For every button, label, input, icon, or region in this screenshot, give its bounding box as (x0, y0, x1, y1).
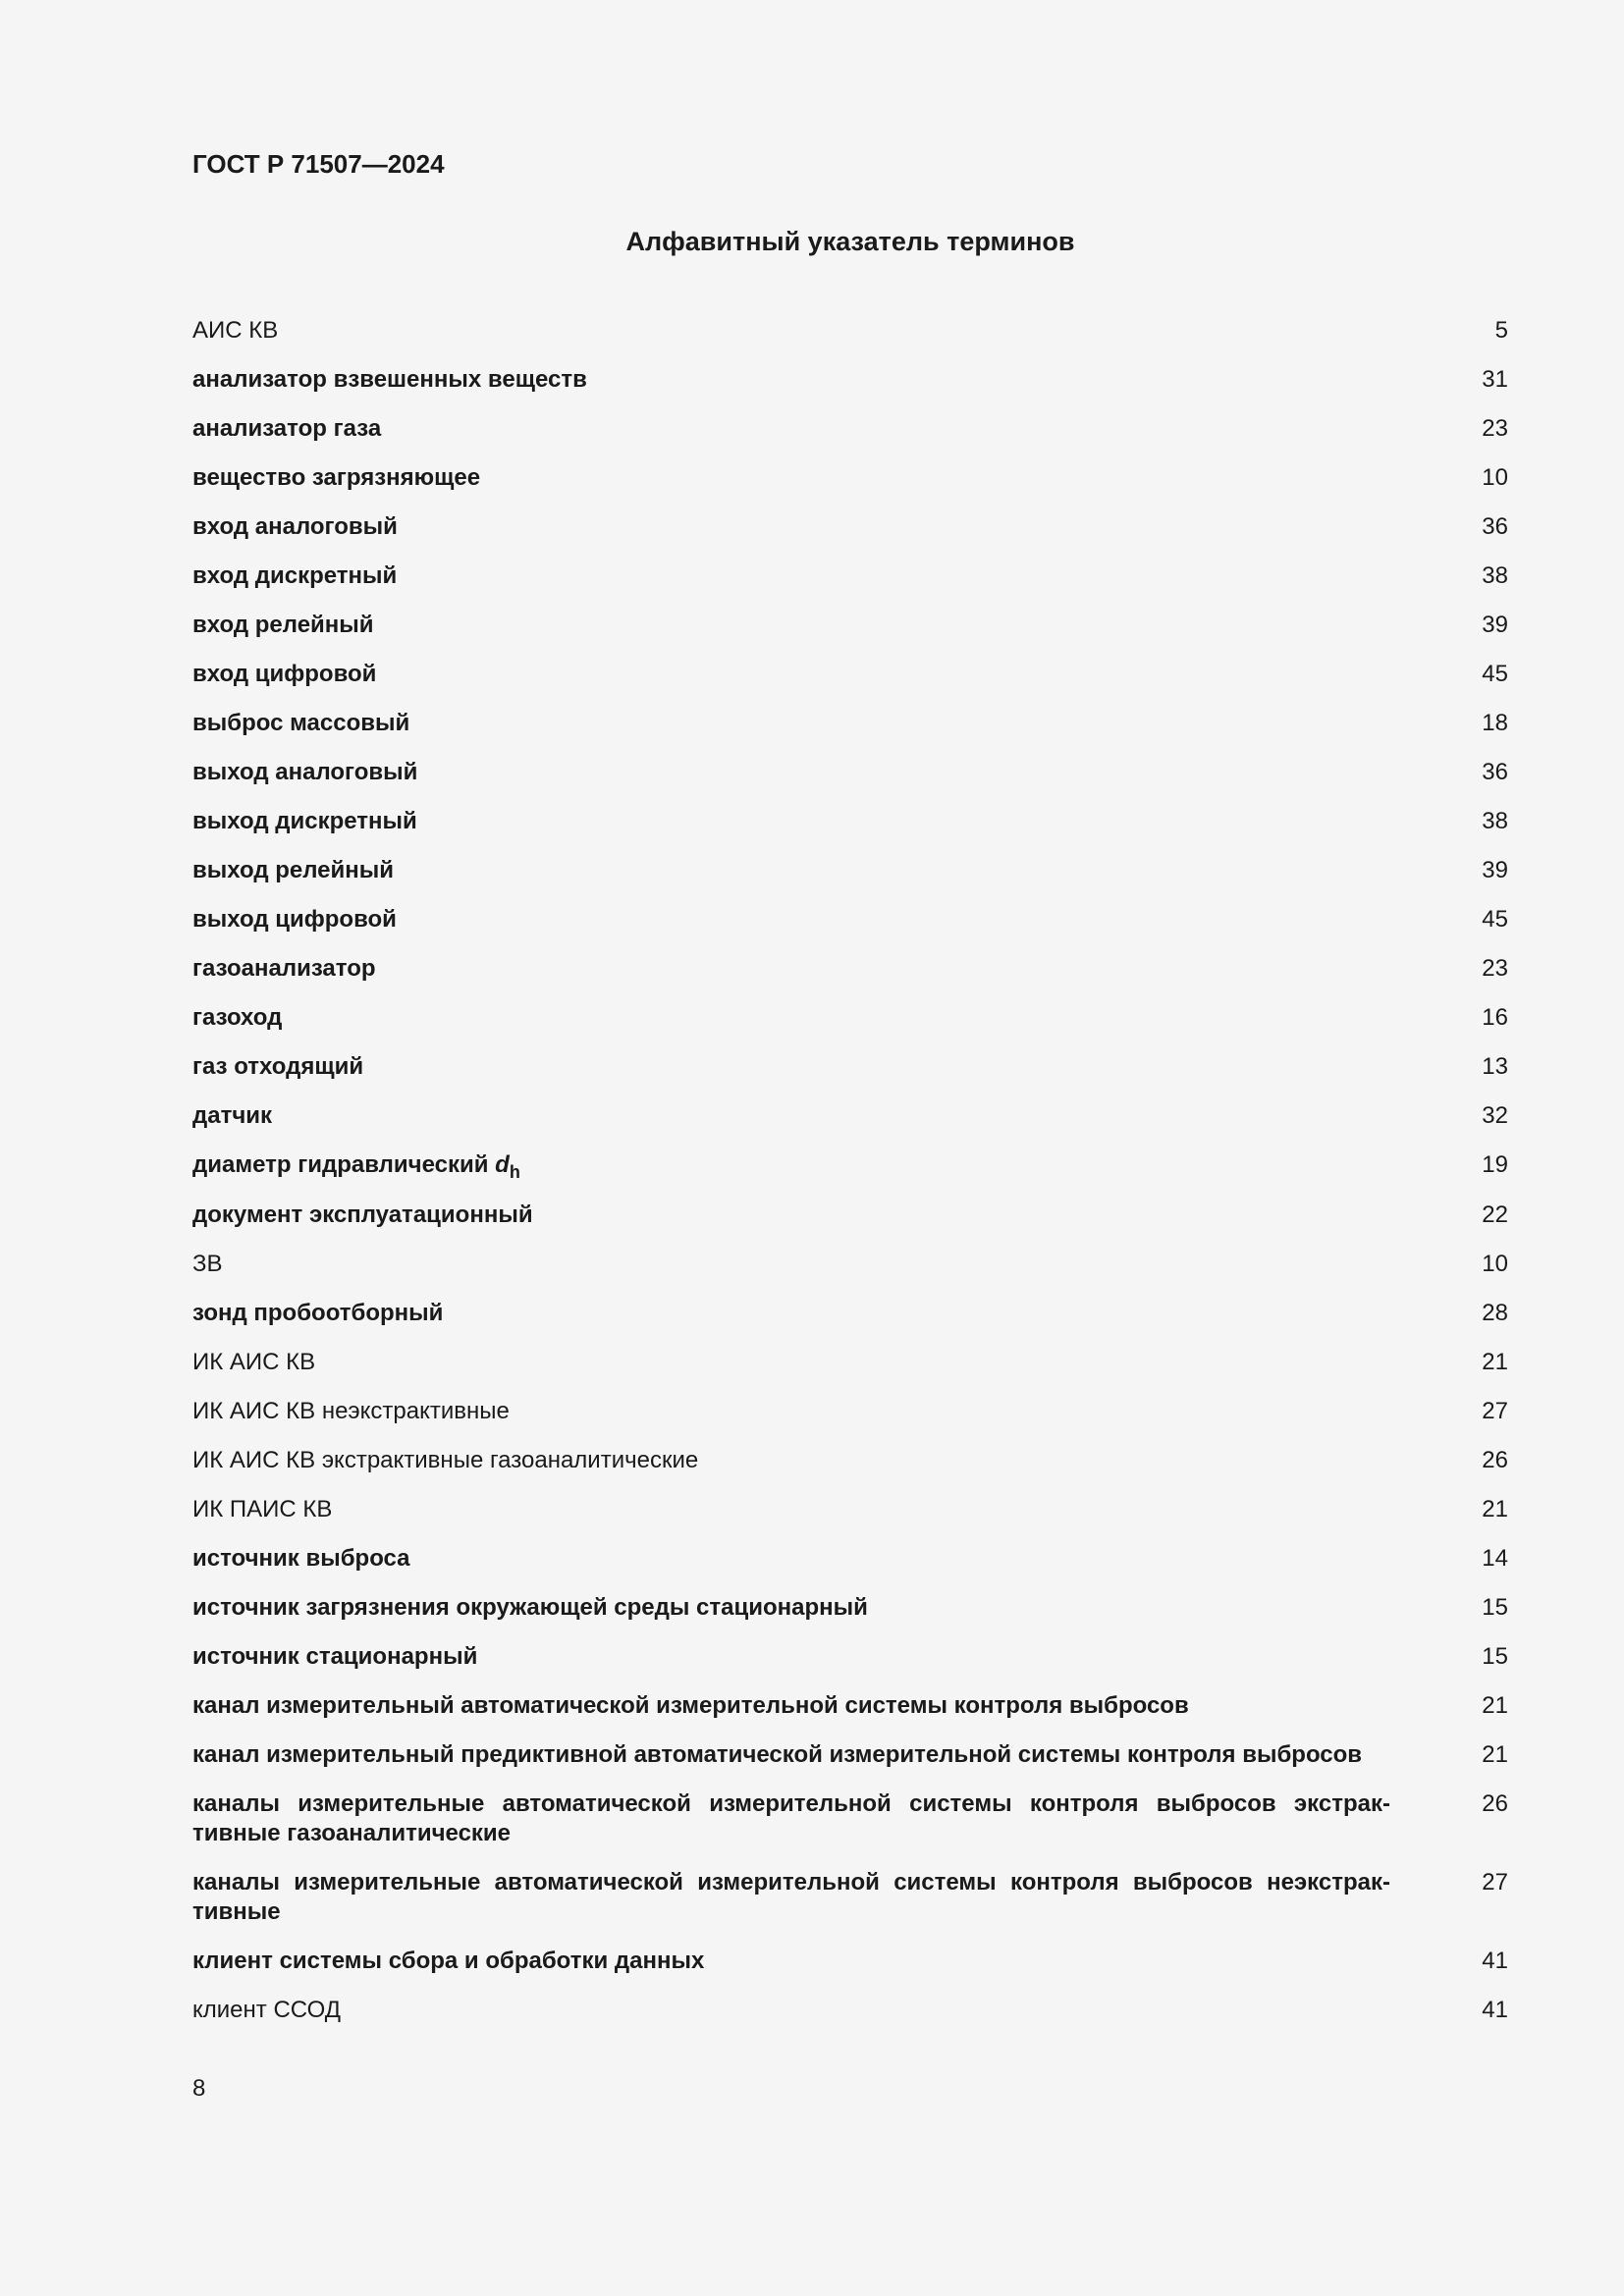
index-page-ref: 21 (1482, 1741, 1508, 1768)
index-entry (192, 1299, 1508, 1328)
index-term-text: ИК ПАИС КВ (192, 1496, 333, 1522)
index-term-text: ИК АИС КВ экстрактивные газоаналитические (192, 1447, 699, 1473)
index-entry (192, 512, 1508, 542)
index-page-ref: 5 (1494, 317, 1508, 344)
index-term-text: выход цифровой (192, 906, 397, 933)
index-entry (192, 1003, 1508, 1033)
index-term (192, 1201, 1390, 1230)
index-page-ref: 23 (1482, 955, 1508, 982)
index-page-ref: 18 (1482, 710, 1508, 736)
index-entry (192, 1201, 1508, 1230)
index-term (192, 1593, 1390, 1623)
index-page-ref: 31 (1482, 366, 1508, 393)
index-page-ref: 10 (1482, 1251, 1508, 1277)
index-entry (192, 1150, 1508, 1181)
index-page-ref: 23 (1482, 415, 1508, 442)
index-term (192, 1789, 1390, 1848)
index-entry (192, 905, 1508, 934)
index-term-text: канал измерительный автоматической измерительной системы контроля выбросов (192, 1692, 1189, 1719)
index-entry (192, 365, 1508, 395)
index-page-ref: 39 (1482, 857, 1508, 883)
index-term (192, 660, 1390, 689)
index-term (192, 1348, 1390, 1377)
term-subscript: h (509, 1162, 520, 1182)
index-term (192, 1691, 1390, 1721)
index-term-text: каналы измерительные автоматической измерительной системы контроля выбросов неэкстрактивные (192, 1869, 1390, 1925)
index-term (192, 463, 1390, 493)
index-term (192, 758, 1390, 787)
index-term (192, 1495, 1390, 1524)
index-term-text: источник стационарный (192, 1643, 478, 1670)
index-entry (192, 1544, 1508, 1574)
index-page-ref: 16 (1482, 1004, 1508, 1031)
index-term-text: вход цифровой (192, 661, 377, 687)
index-page-ref: 26 (1482, 1447, 1508, 1473)
index-term (192, 611, 1390, 640)
index-term-text: датчик (192, 1102, 273, 1129)
document-id-header: ГОСТ Р 71507—2024 (192, 149, 445, 179)
index-entry (192, 1495, 1508, 1524)
term-symbol: d (495, 1151, 510, 1178)
index-term (192, 709, 1390, 738)
index-entry (192, 758, 1508, 787)
index-page-ref: 13 (1482, 1053, 1508, 1080)
index-term-text: клиент ССОД (192, 1997, 341, 2023)
index-term (192, 1446, 1390, 1475)
index-page-ref: 15 (1482, 1594, 1508, 1621)
index-entry (192, 1740, 1508, 1770)
index-page-ref: 10 (1482, 464, 1508, 491)
index-term (192, 365, 1390, 395)
index-term (192, 1642, 1390, 1672)
index-page-ref: 21 (1482, 1349, 1508, 1375)
index-term (192, 1299, 1390, 1328)
index-entry (192, 463, 1508, 493)
index-term-text: вход аналоговый (192, 513, 398, 540)
index-term-text: ИК АИС КВ неэкстрактивные (192, 1398, 510, 1424)
index-term (192, 1101, 1390, 1131)
index-term-text: ЗВ (192, 1251, 223, 1277)
index-page-ref: 15 (1482, 1643, 1508, 1670)
page-number: 8 (192, 2075, 206, 2102)
index-term (192, 561, 1390, 591)
index-page-ref: 38 (1482, 808, 1508, 834)
index-entry (192, 1446, 1508, 1475)
index-entry (192, 954, 1508, 984)
index-term-text: источник загрязнения окружающей среды стационарный (192, 1594, 868, 1621)
index-entry (192, 1947, 1508, 1976)
index-entry (192, 611, 1508, 640)
index-term-text: газоход (192, 1004, 283, 1031)
index-term (192, 1947, 1390, 1976)
index-term (192, 1250, 1390, 1279)
index-entries (192, 316, 1508, 2045)
index-term (192, 414, 1390, 444)
index-term-text: выход аналоговый (192, 759, 418, 785)
index-page-ref: 14 (1482, 1545, 1508, 1572)
index-term (192, 954, 1390, 984)
index-term-text: выход релейный (192, 857, 395, 883)
index-term (192, 1868, 1390, 1927)
index-term (192, 1052, 1390, 1082)
index-term-text: газ отходящий (192, 1053, 364, 1080)
index-term-text: вход дискретный (192, 562, 398, 589)
index-entry (192, 1250, 1508, 1279)
index-entry (192, 1052, 1508, 1082)
index-term-text: документ эксплуатационный (192, 1201, 533, 1228)
index-entry (192, 316, 1508, 346)
index-term (192, 1003, 1390, 1033)
index-term-text: ИК АИС КВ (192, 1349, 316, 1375)
index-entry (192, 1868, 1508, 1927)
index-page-ref: 36 (1482, 513, 1508, 540)
index-term (192, 1397, 1390, 1426)
index-entry (192, 660, 1508, 689)
index-term (192, 1544, 1390, 1574)
index-term-text: клиент системы сбора и обработки данных (192, 1948, 705, 1974)
index-page-ref: 27 (1482, 1398, 1508, 1424)
index-page-ref: 19 (1482, 1151, 1508, 1178)
index-entry (192, 1789, 1508, 1848)
index-page-ref: 22 (1482, 1201, 1508, 1228)
index-entry (192, 856, 1508, 885)
index-page-ref: 41 (1482, 1948, 1508, 1974)
index-entry (192, 1642, 1508, 1672)
index-term (192, 856, 1390, 885)
index-page-ref: 28 (1482, 1300, 1508, 1326)
index-entry (192, 1348, 1508, 1377)
index-page-ref: 32 (1482, 1102, 1508, 1129)
index-term-text: каналы измерительные автоматической измерительной системы контроля выбросов экстрактивные газоаналитические (192, 1790, 1390, 1846)
index-term-text: вещество загрязняющее (192, 464, 481, 491)
index-term (192, 905, 1390, 934)
index-title: Алфавитный указатель терминов (625, 227, 1075, 256)
index-entry (192, 709, 1508, 738)
index-term-text: вход релейный (192, 612, 374, 638)
index-page-ref: 39 (1482, 612, 1508, 638)
index-term (192, 1740, 1390, 1770)
index-page-ref: 38 (1482, 562, 1508, 589)
index-entry (192, 1691, 1508, 1721)
index-term (192, 1150, 1390, 1181)
index-page-ref: 21 (1482, 1692, 1508, 1719)
index-page-ref: 21 (1482, 1496, 1508, 1522)
index-term (192, 512, 1390, 542)
index-page-ref: 26 (1482, 1790, 1508, 1817)
index-term-text: источник выброса (192, 1545, 410, 1572)
index-term (192, 1996, 1390, 2025)
index-page-ref: 36 (1482, 759, 1508, 785)
index-term-text: зонд пробоотборный (192, 1300, 444, 1326)
index-term-text: выброс массовый (192, 710, 410, 736)
index-page-ref: 45 (1482, 906, 1508, 933)
index-term (192, 807, 1390, 836)
index-term (192, 316, 1390, 346)
index-entry (192, 1593, 1508, 1623)
index-entry (192, 1996, 1508, 2025)
index-page-ref: 41 (1482, 1997, 1508, 2023)
index-entry (192, 1101, 1508, 1131)
index-term-text: анализатор газа (192, 415, 382, 442)
index-entry (192, 807, 1508, 836)
index-term-text: газоанализатор (192, 955, 376, 982)
index-entry (192, 561, 1508, 591)
index-page-ref: 45 (1482, 661, 1508, 687)
index-term-text: АИС КВ (192, 317, 279, 344)
index-entry (192, 1397, 1508, 1426)
index-term-text: канал измерительный предиктивной автоматической измерительной системы контроля выбросов (192, 1741, 1363, 1768)
index-page-ref: 27 (1482, 1869, 1508, 1896)
index-entry (192, 414, 1508, 444)
index-term-text: выход дискретный (192, 808, 417, 834)
index-term-text: анализатор взвешенных веществ (192, 366, 587, 393)
index-term-text: диаметр гидравлический (192, 1151, 496, 1178)
